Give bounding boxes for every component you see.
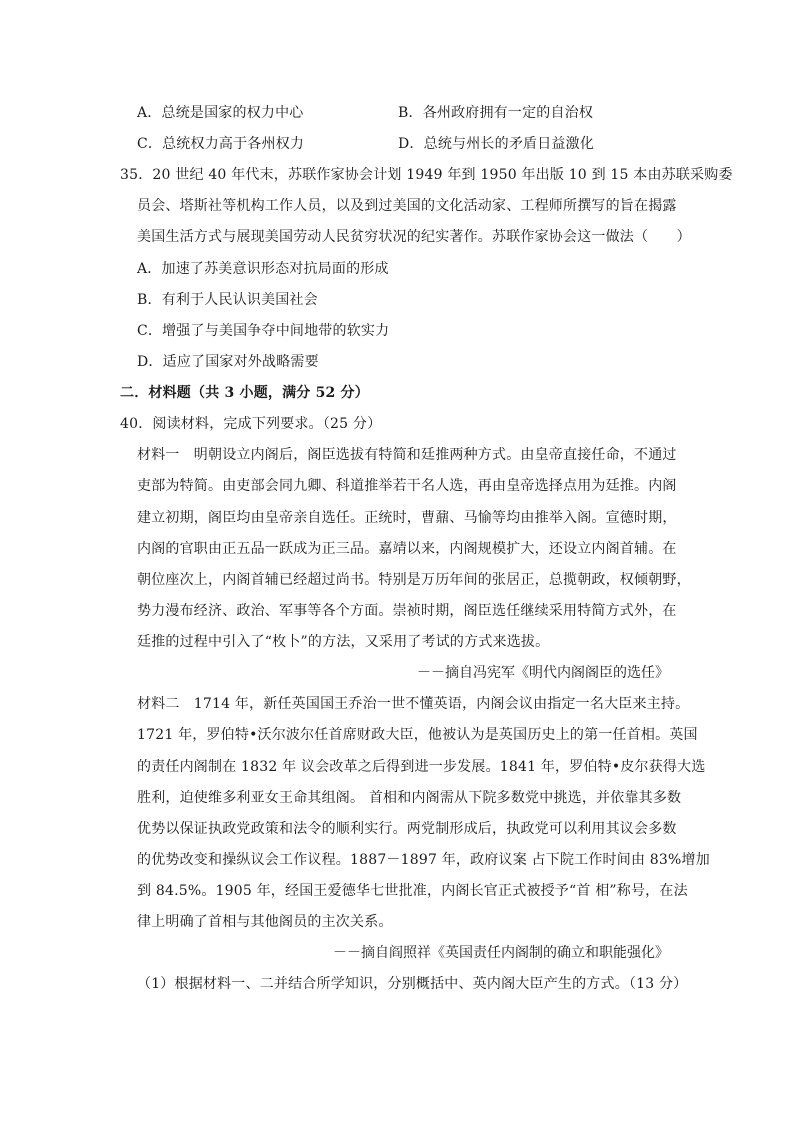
q34-option-a: A．总统是国家的权力中心	[137, 105, 304, 121]
material-1-line: 内阁的官职由正五品一跃成为正三品。嘉靖以来，内阁规模扩大，还设立内阁首辅。在	[137, 541, 677, 557]
material-2-line: 律上明确了首相与其他阁员的主次关系。	[137, 914, 393, 930]
material-2-line: 优势以保证执政党政策和法令的顺利实行。两党制形成后，执政党可以利用其议会多数	[137, 821, 677, 837]
q34-option-c: C．总统权力高于各州权力	[137, 136, 305, 152]
q34-option-b: B．各州政府拥有一定的自治权	[398, 105, 594, 121]
q40-subquestion-1: （1）根据材料一、二并结合所学知识，分别概括中、英内阁大臣产生的方式。（13 分）	[137, 976, 688, 992]
material-2-line: 的责任内阁制在 1832 年 议会改革之后得到进一步发展。1841 年，罗伯特•皮尔获得大选	[137, 759, 706, 775]
material-2-line: 的优势改变和操纵议会工作议程。1887－1897 年，政府议案 占下院工作时间由 83%增加	[137, 852, 710, 868]
q35-stem-line-1: 35．20 世纪 40 年代末，苏联作家协会计划 1949 年到 1950 年出版 10 到 15 本由苏联采购委	[120, 167, 733, 183]
material-1-line: 势力漫布经济、政治、军事等各个方面。崇祯时期，阁臣选任继续采用特简方式外，在	[137, 603, 677, 619]
material-2-line: 到 84.5%。1905 年，经国王爱德华七世批准，内阁长官正式被授予“首 相”称号，在法	[137, 883, 688, 899]
material-2-line: 1721 年，罗伯特•沃尔波尔任首席财政大臣，他被认为是英国历史上的第一任首相。英国	[137, 727, 698, 743]
q35-option-d: D．适应了国家对外战略需要	[137, 354, 319, 370]
material-1-line: 吏部为特简。由吏部会同九卿、科道推举若干名人选，再由皇帝选择点用为廷推。内阁	[137, 478, 677, 494]
q35-option-b: B．有利于人民认识美国社会	[137, 292, 318, 308]
material-2-line: 胜利，迫使维多利亚女王命其组阁。 首相和内阁需从下院多数党中挑选，并依靠其多数	[137, 790, 682, 806]
section-heading: 二．材料题（共 3 小题，满分 52 分）	[120, 385, 369, 401]
material-1-line: 朝位座次上，内阁首辅已经超过尚书。特别是万历年间的张居正，总揽朝政，权倾朝野，	[137, 572, 691, 588]
q35-stem-line-2: 员会、塔斯社等机构工作人员，以及到过美国的文化活动家、工程师所撰写的旨在揭露	[137, 198, 677, 214]
material-2-source: －－摘自阎照祥《英国责任内阁制的确立和职能强化》	[333, 945, 669, 961]
q35-option-c: C．增强了与美国争夺中间地带的软实力	[137, 323, 390, 339]
material-1-line: 材料一 明朝设立内阁后，阁臣选拔有特简和廷推两种方式。由皇帝直接任命，不通过	[137, 447, 677, 463]
q40-intro: 40．阅读材料，完成下列要求。（25 分）	[120, 416, 382, 432]
material-2-line: 材料二 1714 年，新任英国国王乔治一世不懂英语，内阁会议由指定一名大臣来主持。	[137, 696, 690, 712]
material-1-line: 建立初期，阁臣均由皇帝亲自选任。正统时，曹鼐、马愉等均由推举入阁。宣德时期，	[137, 510, 677, 526]
material-1-line: 廷推的过程中引入了“枚卜”的方法，又采用了考试的方式来选拔。	[137, 634, 550, 650]
material-1-source: －－摘自冯宪军《明代内阁阁臣的选任》	[417, 665, 669, 681]
q35-stem-line-3: 美国生活方式与展现美国劳动人民贫穷状况的纪实著作。苏联作家协会这一做法（ ）	[137, 229, 691, 245]
q35-option-a: A．加速了苏美意识形态对抗局面的形成	[137, 261, 389, 277]
q34-option-d: D．总统与州长的矛盾日益激化	[398, 136, 595, 152]
